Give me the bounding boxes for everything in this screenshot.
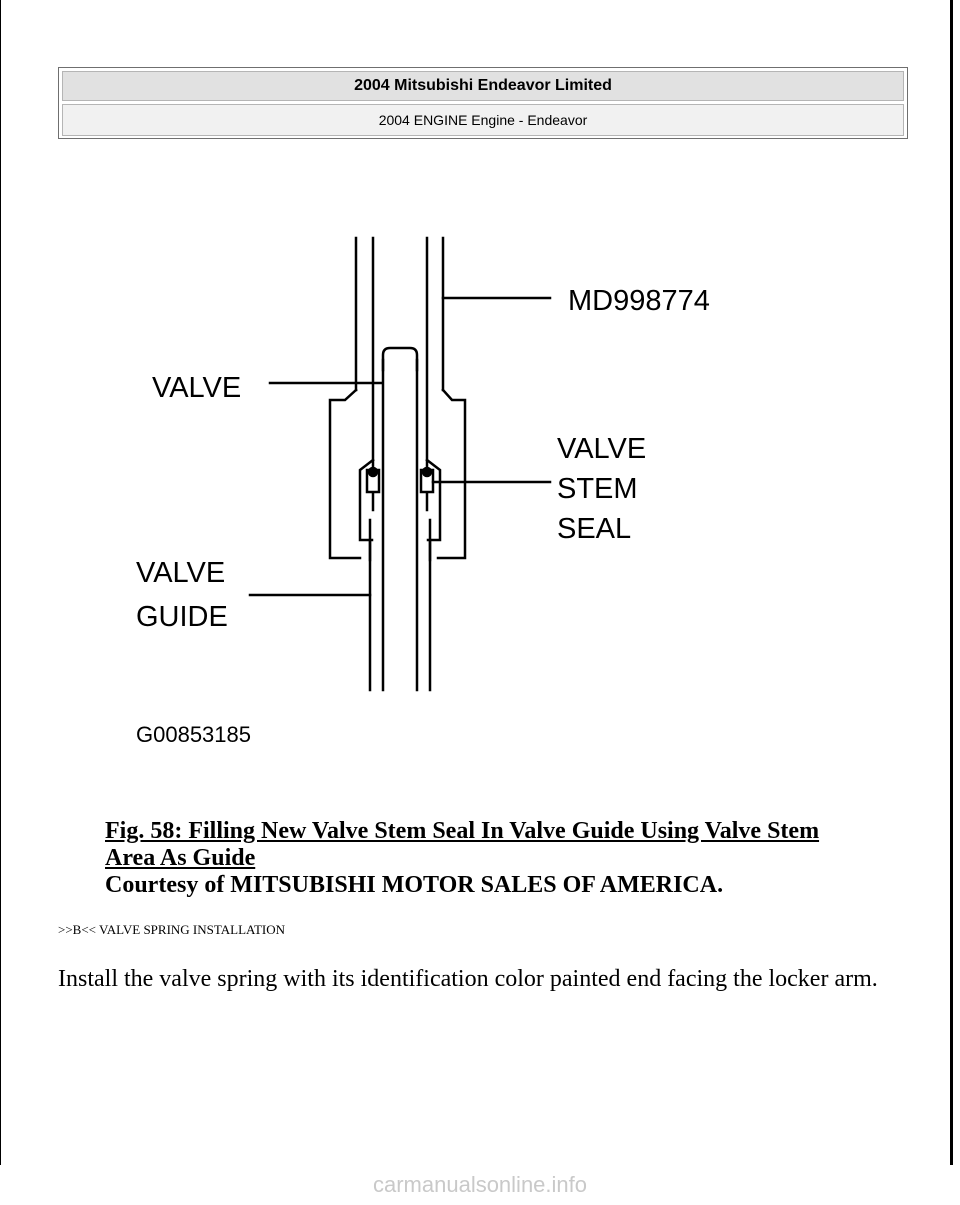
tool-label: MD998774	[568, 285, 710, 317]
seal-label-line3: SEAL	[557, 513, 632, 545]
body-paragraph: Install the valve spring with its identification color painted end facing the locker arm.	[58, 966, 878, 992]
valve-diagram	[120, 220, 760, 760]
guide-label-line1: VALVE	[136, 557, 226, 589]
header-subtitle: 2004 ENGINE Engine - Endeavor	[62, 104, 904, 136]
valve-label: VALVE	[152, 372, 242, 404]
valve-stem-seal-figure	[120, 220, 760, 760]
document-header	[58, 67, 908, 139]
figure-caption	[105, 818, 885, 899]
guide-label-line2: GUIDE	[136, 601, 228, 633]
figure-link[interactable]: Fig. 58: Filling New Valve Stem Seal In Valve Guide Using Valve Stem	[105, 818, 820, 844]
courtesy-line: Courtesy of MITSUBISHI MOTOR SALES OF AMERICA.	[105, 872, 724, 898]
section-heading: >>B<< VALVE SPRING INSTALLATION	[58, 922, 286, 937]
figure-link-continued[interactable]: Area As Guide	[105, 845, 256, 871]
watermark: carmanualsonline.info	[372, 1172, 588, 1197]
figure-code: G00853185	[136, 722, 251, 747]
header-title: 2004 Mitsubishi Endeavor Limited	[62, 71, 904, 101]
seal-label-line1: VALVE	[557, 433, 647, 465]
seal-label-line2: STEM	[557, 473, 638, 505]
